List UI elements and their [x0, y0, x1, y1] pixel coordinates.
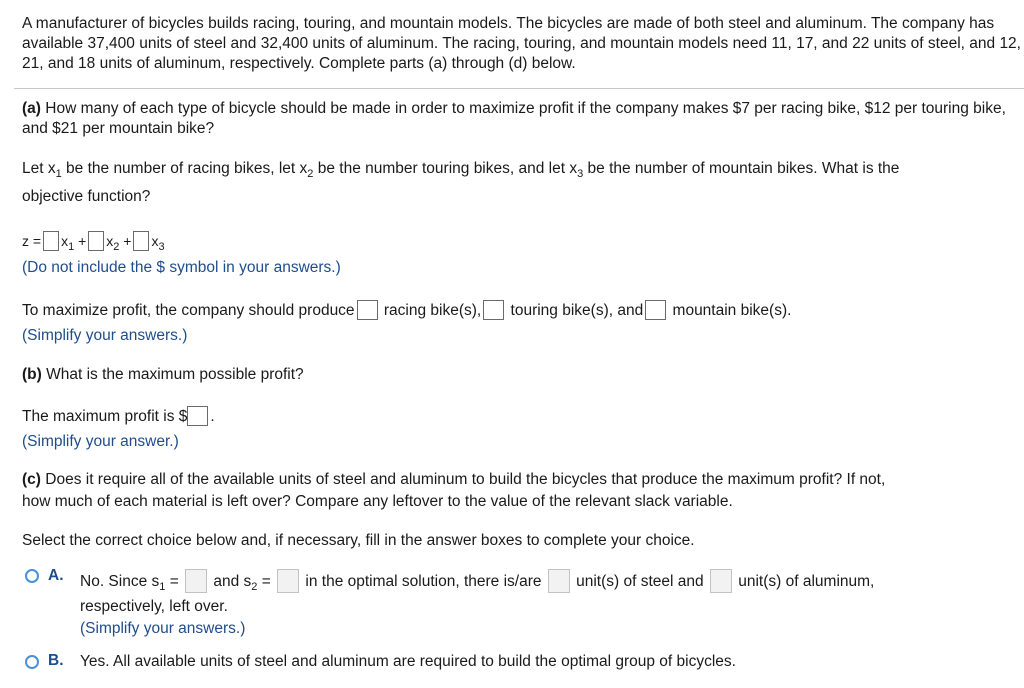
let-text-3: be the number touring bikes, and let x: [313, 160, 578, 177]
option-b-radio[interactable]: [25, 655, 39, 669]
let-text-1: Let x: [22, 160, 56, 177]
part-c-question-line2: how much of each material is left over? Compare any leftover to the value of the relevant slack variable.: [22, 493, 733, 510]
steel-leftover-input[interactable]: [548, 569, 570, 593]
x2-var: x: [106, 233, 114, 249]
part-b-tag: (b): [22, 366, 42, 383]
max-profit-input[interactable]: [187, 406, 208, 426]
option-a-t5: in the optimal solution, there is/are: [305, 573, 542, 590]
option-b-text: Yes. All available units of steel and aluminum are required to build the optimal group of bicycles.: [80, 653, 736, 670]
option-a-text: [80, 569, 874, 593]
max-profit-period: .: [210, 408, 215, 425]
max-profit-answer: [22, 406, 215, 427]
part-b-question-text: What is the maximum possible profit?: [41, 366, 304, 383]
touring-input[interactable]: [483, 300, 504, 320]
aluminum-leftover-input[interactable]: [710, 569, 732, 593]
hint-simplify-a: (Simplify your answers.): [22, 327, 188, 344]
option-a-line2: respectively, left over.: [80, 598, 228, 615]
let-text-4: be the number of mountain bikes. What is the: [583, 160, 900, 177]
option-a-t6: unit(s) of steel and: [576, 573, 704, 590]
coef-x1-input[interactable]: [43, 231, 59, 251]
objective-question: objective function?: [22, 188, 151, 205]
problem-intro: A manufacturer of bicycles builds racing, touring, and mountain models. The bicycles are made of both steel and aluminum. The company has available 37,400 units of steel and 32,400 units of aluminum. The racing, touring, and mountain models need 11, 17, and 22 units of steel, and 12, 21, and 18 units of aluminum, respectively. Complete parts (a) through (d) below.: [22, 15, 1021, 72]
option-a-label: A.: [48, 567, 64, 584]
plus-2: +: [123, 233, 132, 249]
x1-sub: 1: [68, 241, 75, 253]
part-b-question: [22, 365, 304, 385]
x1-var: x: [61, 233, 69, 249]
part-c-tag: (c): [22, 471, 41, 488]
part-c-question: [22, 470, 885, 490]
produce-text-1: To maximize profit, the company should produce: [22, 302, 355, 319]
racing-input[interactable]: [357, 300, 378, 320]
section-divider: [14, 88, 1024, 89]
x3-sub: 3: [158, 241, 165, 253]
max-profit-label: The maximum profit is $: [22, 408, 188, 425]
s2-input[interactable]: [277, 569, 299, 593]
hint-no-dollar: (Do not include the $ symbol in your answers.): [22, 259, 341, 276]
option-a-t1: No. Since s: [80, 573, 160, 590]
option-a-t2: =: [165, 573, 179, 590]
objective-function: [22, 231, 165, 251]
let-sub-1: 1: [55, 168, 62, 180]
let-sub-3: 3: [577, 168, 584, 180]
option-a-t3: and s: [213, 573, 252, 590]
part-a-question: [22, 99, 1012, 139]
option-a-sub2: 2: [251, 581, 258, 593]
option-a-hint: (Simplify your answers.): [80, 620, 246, 637]
option-a-t7: unit(s) of aluminum,: [738, 573, 875, 590]
x2-sub: 2: [113, 241, 120, 253]
produce-text-4: mountain bike(s).: [672, 302, 792, 319]
mountain-input[interactable]: [645, 300, 666, 320]
produce-text-3: touring bike(s), and: [510, 302, 644, 319]
x3-var: x: [151, 233, 159, 249]
part-a-question-text: How many of each type of bicycle should be made in order to maximize profit if the company makes $7 per racing bike, $12 per touring bike, and $21 per mountain bike?: [22, 100, 1006, 137]
part-a-tag: (a): [22, 100, 41, 117]
variable-definitions: [22, 159, 899, 179]
plus-1: +: [78, 233, 87, 249]
production-answer: [22, 300, 791, 321]
option-a-sub1: 1: [159, 581, 166, 593]
coef-x3-input[interactable]: [133, 231, 149, 251]
option-b-label: B.: [48, 652, 64, 669]
let-sub-2: 2: [307, 168, 314, 180]
let-text-2: be the number of racing bikes, let x: [61, 160, 308, 177]
s1-input[interactable]: [185, 569, 207, 593]
produce-text-2: racing bike(s),: [383, 302, 482, 319]
option-a-radio[interactable]: [25, 569, 39, 583]
hint-simplify-b: (Simplify your answer.): [22, 433, 179, 450]
part-c-question-line1: Does it require all of the available units of steel and aluminum to build the bicycles that produce the maximum profit? If not,: [40, 471, 886, 488]
z-label: z =: [22, 233, 42, 249]
option-a-t4: =: [257, 573, 271, 590]
coef-x2-input[interactable]: [88, 231, 104, 251]
choice-instruction: Select the correct choice below and, if necessary, fill in the answer boxes to complete your choice.: [22, 532, 695, 549]
